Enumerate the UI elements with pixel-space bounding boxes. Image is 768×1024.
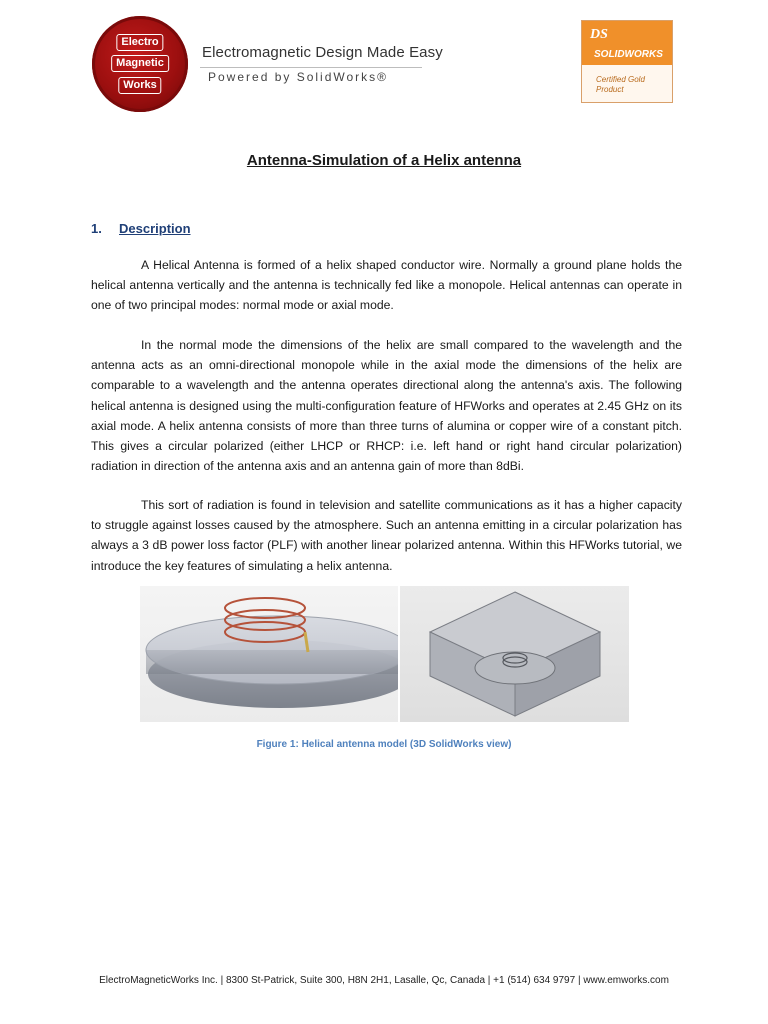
paragraph-applications: This sort of radiation is found in television and satellite communications as it has a higher capacity to struggle against losses caused by the atmosphere. Such an antenna emitting in a circular polarization has always a 3 dB power loss factor (PLF) with another linear polarized antenna. Within this HFWorks tutorial, we introduce the key features of simulating a helix antenna. <box>91 498 682 573</box>
badge-orange-band <box>582 21 672 65</box>
document-title: Antenna-Simulation of a Helix antenna <box>246 152 522 169</box>
helix-enclosure-image <box>400 586 629 722</box>
helix-enclosure-drawing <box>400 586 629 722</box>
tagline-divider <box>200 67 422 68</box>
helix-ground-plane-drawing <box>140 586 398 722</box>
paragraph-modes: In the normal mode the dimensions of the helix are small compared to the wavelength and the antenna acts as an omni-directional monopole while in the axial mode the dimensions of the helix are comparable to a wavelength and the antenna operates directional along the antenna's axis. The following helical antenna is designed using the multi-configuration feature of HFWorks and operates at 2.45 GHz on its axial mode. A helix antenna consists of more than three turns of alumina or copper wire of a constant pitch. This gives a circular polarized (either LHCP or RHCP: i.e. left hand or right hand circular polarization) radiation in direction of the antenna axis and an antenna gain of more than 8dBi. <box>91 338 682 474</box>
ds-logo-icon: DS <box>590 27 608 42</box>
paragraph-helical-intro: A Helical Antenna is formed of a helix shaped conductor wire. Normally a ground plane holds the helical antenna vertically and the antenna is technically fed like a monopole. Helical antennas can operate in one of two principal modes: normal mode or axial mode. <box>91 258 682 313</box>
logo-word-magnetic: Magnetic <box>111 55 169 72</box>
badge-certification: Certified Gold Product <box>596 75 645 94</box>
section-title: Description <box>119 221 191 236</box>
solidworks-certified-badge <box>581 20 673 103</box>
figure-caption: Figure 1: Helical antenna model (3D SolidWorks view) <box>256 739 512 750</box>
electromagneticworks-logo <box>92 16 188 112</box>
page-footer: ElectroMagneticWorks Inc. | 8300 St-Patrick, Suite 300, H8N 2H1, Lasalle, Qc, Canada | +1 (514) 634 9797 | www.emworks.com <box>99 975 669 986</box>
header-tagline: Electromagnetic Design Made Easy <box>202 44 443 61</box>
logo-word-works: Works <box>118 77 161 94</box>
powered-by-text: Powered by SolidWorks® <box>208 70 389 84</box>
section-number: 1. <box>91 221 102 236</box>
badge-brand: SOLIDWORKS <box>594 49 663 60</box>
helix-ground-plane-image <box>140 586 398 722</box>
logo-word-electro: Electro <box>116 34 163 51</box>
